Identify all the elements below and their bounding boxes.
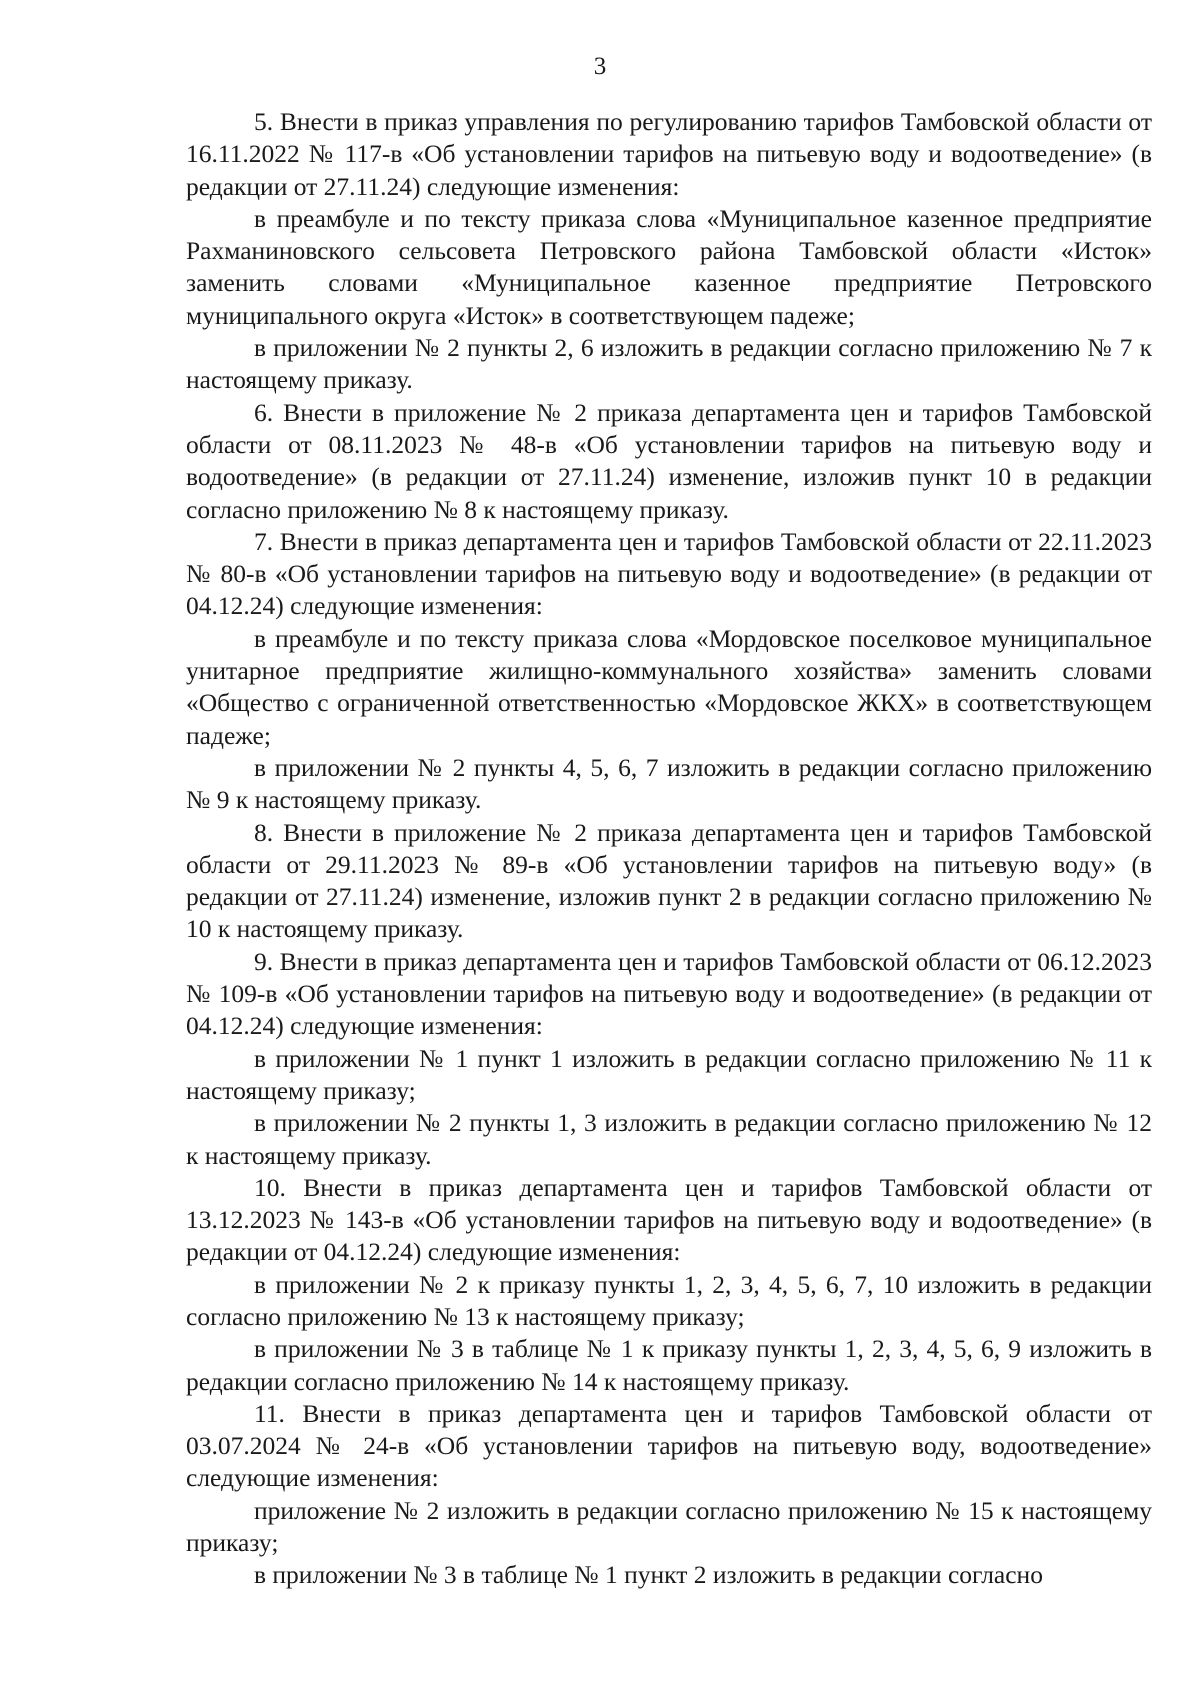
paragraph-item-9: 9. Внести в приказ департамента цен и тарифов Тамбовской области от 06.12.2023 № 109-в «Об установлении тарифов на питьевую воду и водоотведение» (в редакции от 04.12.24) следующие изменения: — [186, 946, 1152, 1041]
paragraph-item-7-preamble-change: в преамбуле и по тексту приказа слова «Мордовское поселковое муниципальное унитарное предприятие жилищно-коммунального хозяйства» заменить словами «Общество с ограниченной ответственностью «Мордовское ЖКХ» в соответствующем падеже; — [186, 623, 1152, 750]
paragraph-item-10-appendix-2-change: в приложении № 2 к приказу пункты 1, 2, 3, 4, 5, 6, 7, 10 изложить в редакции согласно приложению № 13 к настоящему приказу; — [186, 1269, 1152, 1331]
page-number: 3 — [593, 53, 607, 80]
paragraph-item-8: 8. Внести в приложение № 2 приказа департамента цен и тарифов Тамбовской области от 29.11.2023 № 89-в «Об установлении тарифов на питьевую воду» (в редакции от 27.11.24) изменение, изложив пункт 2 в редакции согласно приложению № 10 к настоящему приказу. — [186, 817, 1152, 944]
paragraph-item-11: 11. Внести в приказ департамента цен и тарифов Тамбовской области от 03.07.2024 № 24-в «Об установлении тарифов на питьевую воду, водоотведение» следующие изменения: — [186, 1398, 1152, 1493]
paragraph-item-5-preamble-change: в преамбуле и по тексту приказа слова «Муниципальное казенное предприятие Рахманиновского сельсовета Петровского района Тамбовской области «Исток» заменить словами «Муниципальное казенное предприятие Петровского муниципального округа «Исток» в соответствующем падеже; — [186, 203, 1152, 330]
paragraph-item-9-appendix-2-change: в приложении № 2 пункты 1, 3 изложить в редакции согласно приложению № 12 к настоящему приказу. — [186, 1108, 1152, 1170]
paragraph-item-11-appendix-3-change: в приложении № 3 в таблице № 1 пункт 2 изложить в редакции согласно — [254, 1560, 1043, 1590]
document-body — [186, 106, 1152, 1592]
paragraph-item-5: 5. Внести в приказ управления по регулированию тарифов Тамбовской области от 16.11.2022 № 117-в «Об установлении тарифов на питьевую воду и водоотведение» (в редакции от 27.11.24) следующие изменения: — [186, 107, 1152, 201]
paragraph-item-11-appendix-2-change: приложение № 2 изложить в редакции согласно приложению № 15 к настоящему приказу; — [186, 1495, 1152, 1558]
paragraph-item-7-appendix-change: в приложении № 2 пункты 4, 5, 6, 7 изложить в редакции согласно приложению № 9 к настоящему приказу. — [186, 752, 1152, 815]
paragraph-item-10-appendix-3-change: в приложении № 3 в таблице № 1 к приказу пункты 1, 2, 3, 4, 5, 6, 9 изложить в редакции согласно приложению № 14 к настоящему приказу. — [186, 1334, 1152, 1396]
paragraph-item-7: 7. Внести в приказ департамента цен и тарифов Тамбовской области от 22.11.2023 № 80-в «Об установлении тарифов на питьевую воду и водоотведение» (в редакции от 04.12.24) следующие изменения: — [186, 526, 1152, 621]
paragraph-item-10: 10. Внести в приказ департамента цен и тарифов Тамбовской области от 13.12.2023 № 143-в «Об установлении тарифов на питьевую воду и водоотведение» (в редакции от 04.12.24) следующие изменения: — [186, 1172, 1152, 1267]
paragraph-item-9-appendix-1-change: в приложении № 1 пункт 1 изложить в редакции согласно приложению № 11 к настоящему приказу; — [186, 1043, 1152, 1105]
paragraph-item-5-appendix-change: в приложении № 2 пункты 2, 6 изложить в редакции согласно приложению № 7 к настоящему приказу. — [186, 333, 1152, 395]
paragraph-item-6: 6. Внести в приложение № 2 приказа департамента цен и тарифов Тамбовской области от 08.11.2023 № 48-в «Об установлении тарифов на питьевую воду и водоотведение» (в редакции от 27.11.24) изменение, изложив пункт 10 в редакции согласно приложению № 8 к настоящему приказу. — [186, 397, 1152, 524]
